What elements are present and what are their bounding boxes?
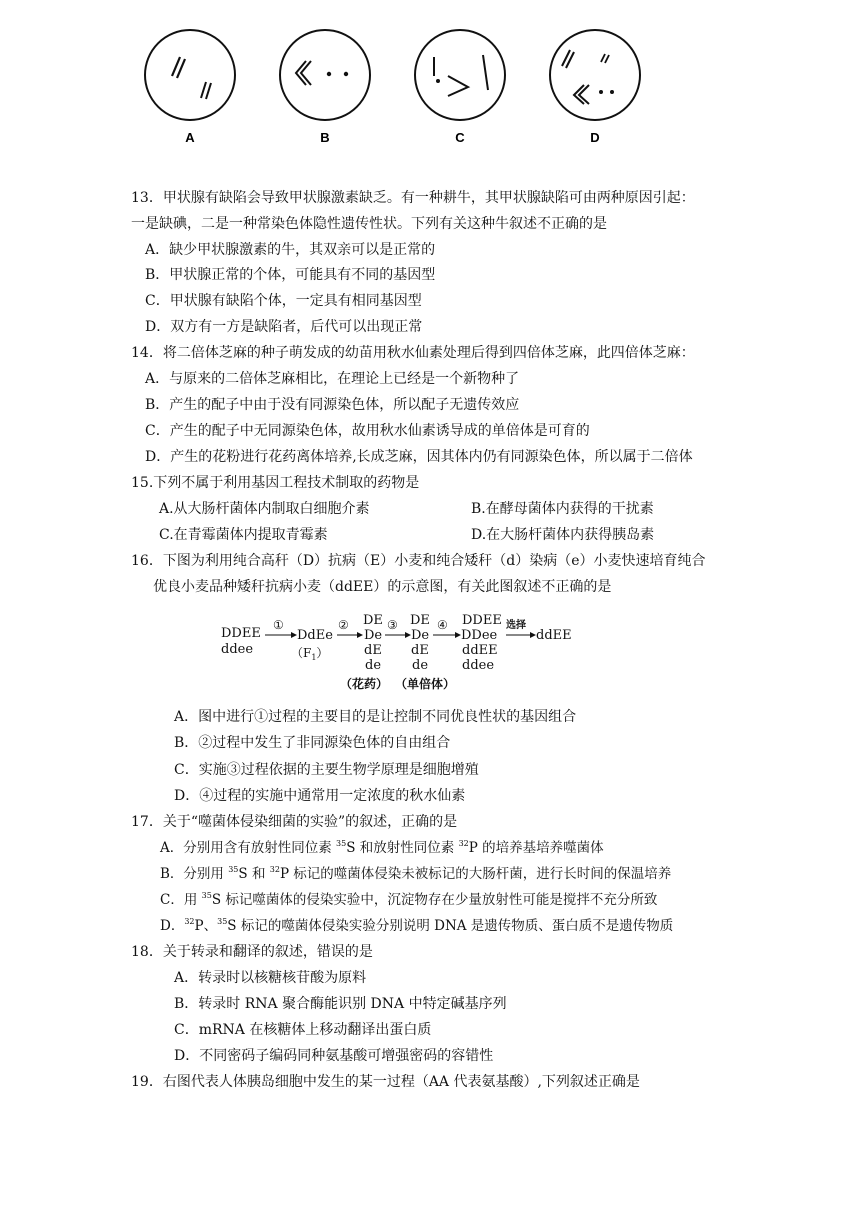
q15-option-a: A.从大肠杆菌体内制取白细胞介素 — [159, 501, 370, 517]
q17-stem: 17．关于“噬菌体侵染细菌的实验”的叙述，正确的是 — [131, 814, 458, 830]
q14-option-b: B．产生的配子中由于没有同源染色体，所以配子无遗传效应 — [145, 397, 520, 413]
q17-option-a: A．分别用含有放射性同位素 $^{35}$S 和放射性同位素 $^{32}$P 的培养基培养噬菌体 — [160, 839, 604, 856]
diploid-4: ddee — [462, 658, 495, 673]
q13-option-c: C．甲状腺有缺陷个体，一定具有相同基因型 — [145, 293, 422, 309]
haploid-3: dE — [411, 643, 429, 658]
q18-option-a: A．转录时以核糖核苷酸为原料 — [174, 970, 367, 986]
q14-stem: 14．将二倍体芝麻的种子萌发成的幼苗用秋水仙素处理后得到四倍体芝麻，此四倍体芝麻： — [131, 345, 695, 361]
q16-option-b: B．②过程中发生了非同源染色体的自由组合 — [174, 735, 451, 751]
q15-option-c: C.在青霉菌体内提取青霉素 — [159, 527, 328, 543]
q16-option-a: A．图中进行①过程的主要目的是让控制不同优良性状的基因组合 — [174, 709, 577, 725]
cell-b-label: B — [320, 130, 330, 145]
q17-option-d: D．$^{32}$P、$^{35}$S 标记的噬菌体侵染实验分别说明 DNA 是遗传物质、蛋白质不是遗传物质 — [160, 917, 674, 934]
q17-option-c: C．用 $^{35}$S 标记噬菌体的侵染实验中，沉淀物存在少量放射性可能是搅拌不充分所致 — [160, 891, 658, 908]
q14-option-d: D．产生的花粉进行花药离体培养,长成芝麻，因其体内仍有同源染色体，所以属于二倍体 — [145, 449, 693, 465]
q13-option-d: D．双方有一方是缺陷者，后代可以出现正常 — [145, 319, 423, 335]
step-2-label: ② — [338, 618, 349, 632]
q18-option-c: C．mRNA 在核糖体上移动翻译出蛋白质 — [174, 1022, 432, 1038]
q16-option-d: D．④过程的实施中通常用一定浓度的秋水仙素 — [174, 788, 466, 804]
q15-stem: 15.下列不属于利用基因工程技术制取的药物是 — [131, 475, 420, 491]
breeding-flow-diagram — [215, 612, 595, 702]
gamete-1: DE — [363, 613, 383, 628]
step-4-label: ④ — [437, 618, 448, 632]
q13-stem-2: 一是缺碘，二是一种常染色体隐性遗传性状。下列有关这种牛叙述不正确的是 — [131, 216, 607, 232]
diploid-3: ddEE — [462, 643, 498, 658]
cell-a-label: A — [185, 130, 195, 145]
cell-c-label: C — [455, 130, 465, 145]
f1-genotype: DdEe — [297, 628, 333, 643]
result-genotype: ddEE — [536, 628, 572, 643]
parent-ddee-low: ddee — [221, 642, 254, 657]
q13-option-b: B．甲状腺正常的个体，可能具有不同的基因型 — [145, 267, 436, 283]
q18-option-d: D．不同密码子编码同种氨基酸可增强密码的容错性 — [174, 1048, 494, 1064]
step-3-label: ③ — [387, 618, 398, 632]
cell-c — [415, 30, 505, 145]
pollen-label: （花药） — [340, 677, 389, 691]
gamete-3: dE — [364, 643, 382, 658]
gamete-4: de — [365, 658, 382, 673]
haploid-label: （单倍体） — [395, 677, 456, 691]
q13-stem-1: 13．甲状腺有缺陷会导致甲状腺激素缺乏。有一种耕牛，其甲状腺缺陷可由两种原因引起： — [131, 190, 695, 206]
cell-d-label: D — [590, 130, 600, 145]
q15-option-d: D.在大肠杆菌体内获得胰岛素 — [471, 527, 655, 543]
q13-option-a: A．缺少甲状腺激素的牛，其双亲可以是正常的 — [145, 242, 436, 258]
q14-option-c: C．产生的配子中无同源染色体，故用秋水仙素诱导成的单倍体是可育的 — [145, 423, 590, 439]
diploid-2: DDee — [461, 628, 498, 643]
haploid-1: DE — [410, 613, 430, 628]
q18-stem: 18．关于转录和翻译的叙述，错误的是 — [131, 944, 373, 960]
gamete-2: De — [364, 628, 383, 643]
f1-label: $(F_1)$ — [291, 646, 329, 662]
haploid-4: de — [412, 658, 429, 673]
parent-ddee-high: DDEE — [221, 626, 261, 641]
cell-a — [145, 30, 235, 145]
cell-b — [280, 30, 370, 145]
cell-diagrams — [0, 0, 860, 160]
q16-stem-2: 优良小麦品种矮秆抗病小麦（ddEE）的示意图，有关此图叙述不正确的是 — [153, 579, 612, 595]
q16-stem-1: 16．下图为利用纯合高秆（D）抗病（E）小麦和纯合矮秆（d）染病（e）小麦快速培育纯合 — [131, 553, 706, 569]
q15-option-b: B.在酵母菌体内获得的干扰素 — [471, 501, 654, 517]
haploid-2: De — [411, 628, 430, 643]
q18-option-b: B．转录时 RNA 聚合酶能识别 DNA 中特定碱基序列 — [174, 996, 507, 1012]
select-label: 选择 — [506, 620, 526, 631]
diploid-1: DDEE — [462, 613, 502, 628]
q14-option-a: A．与原来的二倍体芝麻相比，在理论上已经是一个新物种了 — [145, 371, 520, 387]
step-1-label: ① — [273, 618, 284, 632]
q16-option-c: C．实施③过程依据的主要生物学原理是细胞增殖 — [174, 762, 479, 778]
cell-d — [550, 30, 640, 145]
q19-stem: 19．右图代表人体胰岛细胞中发生的某一过程（AA 代表氨基酸）,下列叙述正确是 — [131, 1074, 640, 1090]
q17-option-b: B．分别用 $^{35}$S 和 $^{32}$P 标记的噬菌体侵染未被标记的大肠杆菌，进行长时间的保温培养 — [160, 865, 672, 882]
